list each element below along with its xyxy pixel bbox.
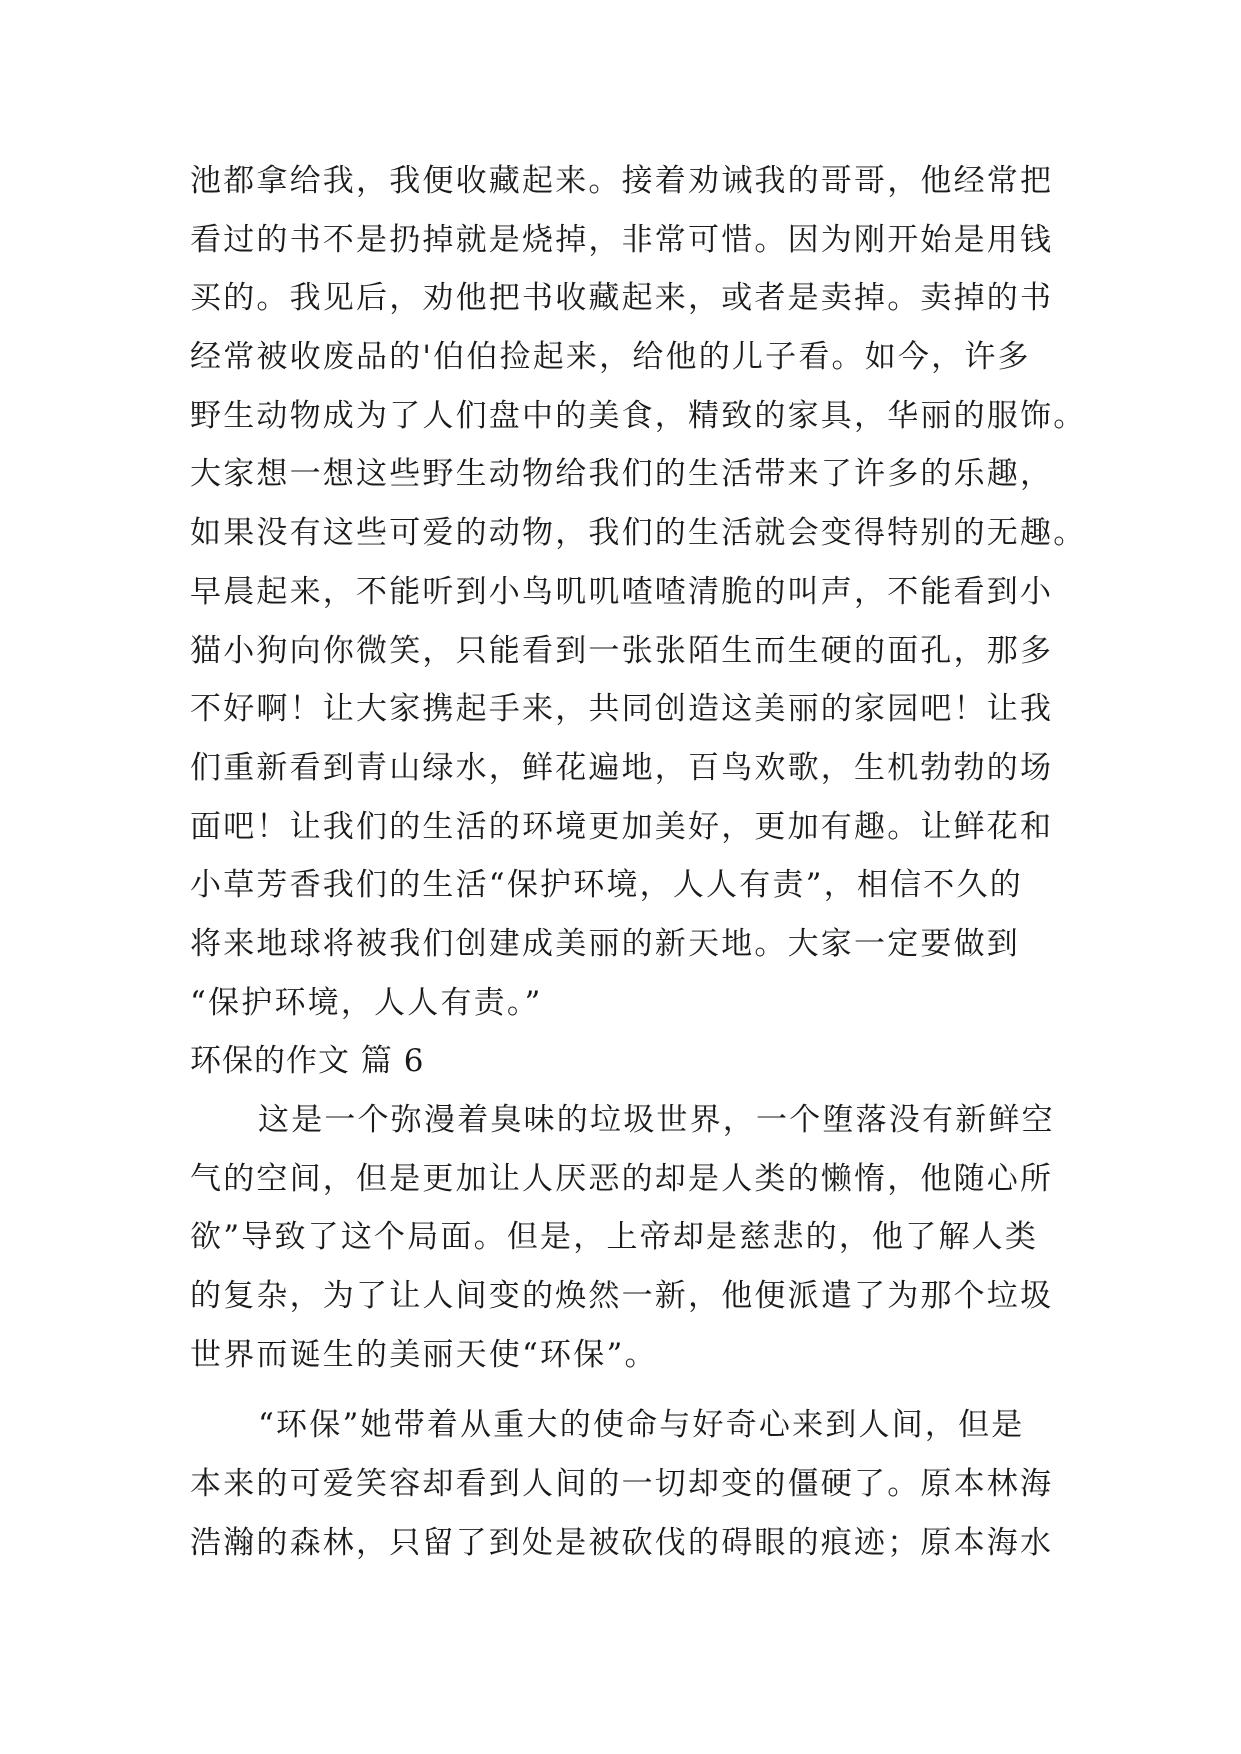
continuation-paragraph [190,152,1087,1032]
text-line: 早晨起来，不能听到小鸟叽叽喳喳清脆的叫声，不能看到小 [190,573,1054,610]
text-line: 猫小狗向你微笑，只能看到一张张陌生而生硬的面孔，那多 [190,632,1054,669]
text-line: 将来地球将被我们创建成美丽的新天地。大家一定要做到 [190,925,1020,962]
section-title: 环保的作文 篇 6 [190,1043,425,1080]
text-line: 经常被收废品的'伯伯捡起来，给他的儿子看。如今，许多 [190,339,1031,376]
text-line: 的复杂，为了让人间变的焕然一新，他便派遣了为那个垃圾 [190,1278,1054,1315]
text-line: 看过的书不是扔掉就是烧掉，非常可惜。因为刚开始是用钱 [190,221,1054,258]
text-line: 们重新看到青山绿水，鲜花遍地，百鸟欢歌，生机勃勃的场 [190,749,1054,786]
text-line: 欲”导致了这个局面。但是，上帝却是慈悲的，他了解人类 [190,1219,1039,1256]
text-line: “保护环境，人人有责。” [190,984,543,1021]
text-line: 世界而诞生的美丽天使“环保”。 [190,1336,658,1373]
text-line: 面吧！让我们的生活的环境更加美好，更加有趣。让鲜花和 [190,808,1054,845]
text-line: 如果没有这些可爱的动物，我们的生活就会变得特别的无趣。 [190,515,1087,552]
text-line: 不好啊！让大家携起手来，共同创造这美丽的家园吧！让我 [190,691,1054,728]
text-line: 气的空间，但是更加让人厌恶的却是人类的懒惰，他随心所 [190,1160,1054,1197]
text-line: “环保”她带着从重大的使命与好奇心来到人间，但是 [258,1407,1025,1444]
text-line: 大家想一想这些野生动物给我们的生活带来了许多的乐趣， [190,456,1054,493]
paragraph-2 [190,1396,1054,1572]
text-line: 买的。我见后，劝他把书收藏起来，或者是卖掉。卖掉的书 [190,280,1054,317]
text-line: 野生动物成为了人们盘中的美食，精致的家具，华丽的服饰。 [190,397,1087,434]
paragraph-1 [190,1091,1055,1384]
text-line: 本来的可爱笑容却看到人间的一切却变的僵硬了。原本林海 [190,1466,1054,1503]
document-body [190,152,1087,1573]
text-line: 池都拿给我，我便收藏起来。接着劝诫我的哥哥，他经常把 [190,163,1054,199]
text-line: 小草芳香我们的生活“保护环境，人人有责”，相信不久的 [190,867,1023,904]
text-line: 这是一个弥漫着臭味的垃圾世界，一个堕落没有新鲜空 [258,1102,1055,1138]
text-line: 浩瀚的森林，只留了到处是被砍伐的碍眼的痕迹；原本海水 [190,1524,1054,1561]
paragraph-spacing [190,1384,1050,1396]
